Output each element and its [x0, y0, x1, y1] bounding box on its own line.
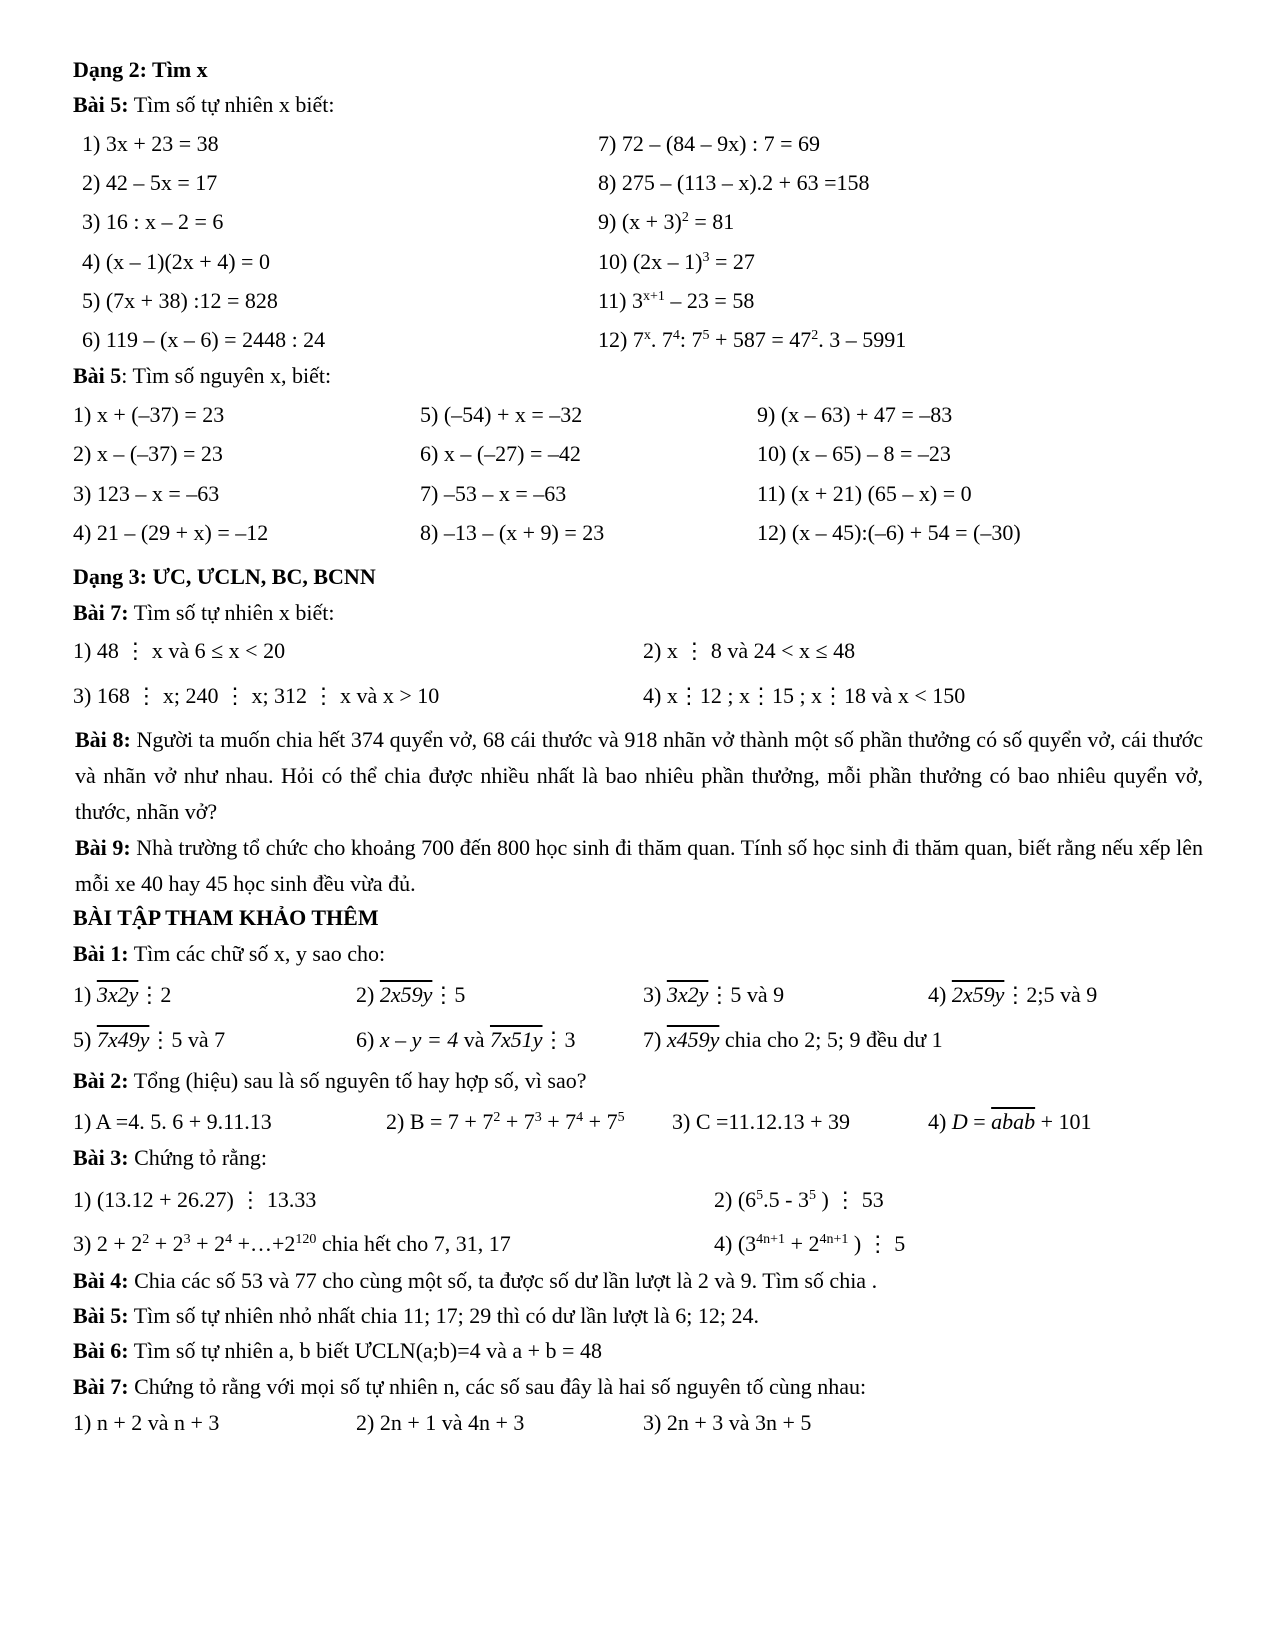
expr-part: ⋮3	[542, 1027, 576, 1052]
expr-part: ⋮5	[432, 982, 466, 1007]
expr-part: 4) (3	[714, 1231, 757, 1256]
exercise-item: 4) 21 – (29 + x) = –12	[73, 519, 269, 545]
expr-part: + 587 = 47	[709, 327, 812, 353]
exercise-item	[386, 1107, 625, 1137]
expr-part: + 101	[1035, 1109, 1092, 1134]
exercise-line	[73, 1301, 759, 1331]
expr-part: =	[967, 1109, 992, 1134]
exercise-heading	[73, 1143, 267, 1173]
expr-part: ⋮5 và 9	[708, 982, 785, 1007]
exercise-item	[714, 1229, 905, 1259]
exercise-item	[598, 320, 906, 359]
expr-part: 9) (x + 3)	[598, 209, 682, 235]
exponent: 3	[534, 1110, 542, 1125]
exercise-heading	[73, 598, 334, 628]
exercise-label: Bài 5:	[73, 1303, 129, 1328]
exercise-item	[73, 980, 171, 1010]
exercise-text: Tìm số tự nhiên x biết:	[128, 92, 335, 117]
exercise-item: 3) C =11.12.13 + 39	[672, 1109, 850, 1134]
expr-part: chia cho 2; 5; 9 đều dư 1	[719, 1027, 943, 1052]
expr-part: . 3 – 5991	[818, 327, 907, 353]
exercise-items-col1	[73, 395, 268, 552]
expr-part: +…+2	[232, 1231, 296, 1256]
exercise-label: Bài 7:	[73, 600, 129, 625]
section-title: Dạng 3: ƯC, ƯCLN, BC, BCNN	[73, 564, 376, 589]
exercise-item	[598, 242, 906, 281]
section-title: Dạng 2: Tìm x	[73, 57, 208, 82]
exercise-heading	[73, 361, 331, 391]
expr-part: + 7	[583, 1109, 618, 1134]
exercise-heading	[73, 939, 385, 969]
exercise-line	[73, 1266, 877, 1296]
expr-part: ⋮2	[138, 982, 172, 1007]
item-number: 1)	[73, 982, 97, 1007]
expr-part: + 2	[785, 1231, 820, 1256]
exercise-label: Bài 2:	[73, 1068, 129, 1093]
expr-part: . 7	[650, 327, 673, 353]
exercise-item: 5) (–54) + x = –32	[420, 402, 583, 427]
exercise-label: Bài 3:	[73, 1145, 129, 1170]
exercise-label: Bài 1:	[73, 941, 129, 966]
item-number: 3)	[643, 982, 667, 1007]
exercise-item: 3) 2n + 3 và 3n + 5	[643, 1410, 812, 1435]
expr-part: D	[951, 1109, 968, 1134]
exercise-item: 10) (x – 65) – 8 = –23	[757, 441, 951, 467]
exercise-item: 4) (x – 1)(2x + 4) = 0	[82, 248, 270, 274]
exercise-item: 1) n + 2 và n + 3	[73, 1410, 220, 1435]
exponent: 3	[702, 249, 710, 265]
exercise-item	[714, 1185, 884, 1215]
exercise-item	[73, 1229, 511, 1259]
exercise-item: 8) 275 – (113 – x).2 + 63 =158	[598, 170, 870, 196]
exercise-label: Bài 8:	[75, 727, 131, 752]
exercise-text: Nhà trường tổ chức cho khoảng 700 đến 800 học sinh đi thăm quan. Tính số học sinh đi thăm quan, biết rằng nếu xếp lên mỗi xe 40 hay 45 học sinh đều vừa đủ.	[75, 835, 1203, 896]
exponent: 5	[702, 328, 710, 344]
expr-part: x – y = 4	[379, 1027, 459, 1052]
exercise-item: 12) (x – 45):(–6) + 54 = (–30)	[757, 519, 1021, 545]
expr-part: 4)	[928, 1109, 952, 1134]
expr-part: – 23 = 58	[664, 287, 755, 313]
section-title: BÀI TẬP THAM KHẢO THÊM	[73, 905, 379, 930]
expr-part: + 2	[190, 1231, 226, 1256]
exercise-label: Bài 5	[73, 363, 122, 388]
expr-part: = 27	[709, 248, 755, 274]
exercise-line	[73, 1336, 602, 1366]
exponent: 5	[808, 1188, 816, 1203]
expr-part: .5 - 3	[763, 1187, 809, 1212]
expr-part: chia hết cho 7, 31, 17	[316, 1231, 511, 1256]
exercise-text: Tìm số tự nhiên nhỏ nhất chia 11; 17; 29 thì có dư lần lượt là 6; 12; 24.	[128, 1303, 759, 1328]
expr-part: + 2	[149, 1231, 184, 1256]
expr-part: + 7	[500, 1109, 535, 1134]
exercise-label: Bài 5:	[73, 92, 129, 117]
overlined-number: 7x49y	[96, 1027, 150, 1052]
item-number: 5)	[73, 1027, 97, 1052]
exponent: 4	[225, 1232, 233, 1247]
expr-part: 2) (6	[714, 1187, 757, 1212]
exponent: 4n+1	[756, 1232, 786, 1247]
exercise-text: Tìm các chữ số x, y sao cho:	[128, 941, 386, 966]
exponent: 5	[617, 1110, 625, 1125]
exercise-text: : Tìm số nguyên x, biết:	[121, 363, 332, 388]
exercise-text: Chia các số 53 và 77 cho cùng một số, ta được số dư lần lượt là 2 và 9. Tìm số chia .	[128, 1268, 878, 1293]
expr-part: ) ⋮ 53	[815, 1187, 884, 1212]
exercise-item: 3) 168 ⋮ x; 240 ⋮ x; 312 ⋮ x và x > 10	[73, 683, 440, 708]
expr-part: ) ⋮ 5	[848, 1231, 906, 1256]
exponent: 4n+1	[819, 1232, 849, 1247]
exercise-item: 4) x⋮12 ; x⋮15 ; x⋮18 và x < 150	[643, 683, 966, 708]
exponent: 2	[811, 328, 819, 344]
expr-part: ⋮5 và 7	[149, 1027, 226, 1052]
exercise-text: Tổng (hiệu) sau là số nguyên tố hay hợp số, vì sao?	[128, 1068, 587, 1093]
exponent: 3	[183, 1232, 191, 1247]
overlined-number: 2x59y	[951, 982, 1005, 1007]
exercise-items-left	[82, 124, 325, 359]
exercise-paragraph	[75, 830, 1203, 902]
exponent: x+1	[643, 288, 665, 304]
exercise-item: 1) x + (–37) = 23	[73, 402, 225, 427]
expr-part: 3) 2 + 2	[73, 1231, 143, 1256]
overlined-number: 3x2y	[96, 982, 139, 1007]
exercise-item: 1) (13.12 + 26.27) ⋮ 13.33	[73, 1187, 317, 1212]
overlined-number: x459y	[666, 1027, 720, 1052]
exercise-heading	[73, 1066, 587, 1096]
expr-part: 2) B = 7 + 7	[386, 1109, 494, 1134]
exponent: 4	[672, 328, 680, 344]
expr-part: 10) (2x – 1)	[598, 248, 703, 274]
item-number: 4)	[928, 982, 952, 1007]
exercise-item: 2) x ⋮ 8 và 24 < x ≤ 48	[643, 638, 856, 663]
exercise-item	[643, 1025, 943, 1055]
exercise-item: 6) x – (–27) = –42	[420, 441, 581, 467]
exponent: x	[643, 328, 651, 344]
exercise-item	[928, 1107, 1092, 1137]
expr-part: + 7	[541, 1109, 577, 1134]
exercise-item	[643, 980, 784, 1010]
exponent: 2	[681, 210, 689, 226]
exercise-item: 5) (7x + 38) :12 = 828	[82, 287, 278, 313]
exercise-item: 2) 42 – 5x = 17	[82, 170, 218, 196]
exponent: 2	[493, 1110, 501, 1125]
exponent: 120	[295, 1232, 317, 1247]
exercise-text: Chứng tỏ rằng với mọi số tự nhiên n, các số sau đây là hai số nguyên tố cùng nhau:	[128, 1374, 867, 1399]
exercise-item	[598, 202, 906, 241]
exercise-item	[356, 1025, 576, 1055]
exercise-label: Bài 9:	[75, 835, 131, 860]
exercise-text: Người ta muốn chia hết 374 quyển vở, 68 cái thước và 918 nhãn vở thành một số phần thưởng có số quyển vở, cái thước và nhãn vở như nhau. Hỏi có thể chia được nhiều nhất là bao nhiêu phần thưởng, mỗi phần thưởng có bao nhiêu quyển vở, thước, nhãn vở?	[75, 727, 1203, 824]
exercise-label: Bài 7:	[73, 1374, 129, 1399]
exercise-label: Bài 4:	[73, 1268, 129, 1293]
exercise-paragraph	[75, 722, 1203, 830]
exercise-items-right	[598, 124, 906, 359]
item-number: 7)	[643, 1027, 667, 1052]
exercise-item: 9) (x – 63) + 47 = –83	[757, 402, 953, 427]
exercise-item: 8) –13 – (x + 9) = 23	[420, 519, 605, 545]
exercise-items-col2	[420, 395, 604, 552]
expr-part: = 81	[688, 209, 735, 235]
exponent: 2	[142, 1232, 150, 1247]
expr-part: : 7	[679, 327, 703, 353]
exercise-text: Tìm số tự nhiên a, b biết ƯCLN(a;b)=4 và a + b = 48	[128, 1338, 602, 1363]
exercise-item	[928, 980, 1097, 1010]
expr-part: 12) 7	[598, 327, 644, 353]
overlined-number: 2x59y	[379, 982, 433, 1007]
exercise-label: Bài 6:	[73, 1338, 129, 1363]
expr-part: 11) 3	[598, 287, 644, 313]
overlined-number: abab	[991, 1109, 1036, 1134]
exercise-text: Chứng tỏ rằng:	[128, 1145, 268, 1170]
exercise-item: 1) A =4. 5. 6 + 9.11.13	[73, 1109, 272, 1134]
exercise-line	[73, 1372, 866, 1402]
exponent: 4	[576, 1110, 584, 1125]
exponent: 5	[756, 1188, 764, 1203]
exercise-item: 2) x – (–37) = 23	[73, 441, 223, 467]
exercise-item: 2) 2n + 1 và 4n + 3	[356, 1410, 525, 1435]
overlined-number: 3x2y	[666, 982, 709, 1007]
exercise-heading	[73, 90, 334, 120]
exercise-item: 3) 16 : x – 2 = 6	[82, 209, 224, 235]
exercise-text: Tìm số tự nhiên x biết:	[128, 600, 335, 625]
item-number: 6)	[356, 1027, 380, 1052]
expr-part: ⋮2;5 và 9	[1004, 982, 1098, 1007]
exercise-item: 3) 123 – x = –63	[73, 480, 220, 506]
exercise-item: 11) (x + 21) (65 – x) = 0	[757, 480, 972, 506]
overlined-number: 7x51y	[489, 1027, 543, 1052]
exercise-item: 7) 72 – (84 – 9x) : 7 = 69	[598, 131, 820, 156]
exercise-item: 7) –53 – x = –63	[420, 480, 567, 506]
exercise-item	[73, 1025, 225, 1055]
exercise-items-col3	[757, 395, 1021, 552]
exercise-item: 1) 3x + 23 = 38	[82, 131, 219, 156]
exercise-item: 6) 119 – (x – 6) = 2448 : 24	[82, 327, 326, 353]
exercise-item	[598, 281, 906, 320]
exercise-item: 1) 48 ⋮ x và 6 ≤ x < 20	[73, 638, 286, 663]
exercise-item	[356, 980, 465, 1010]
item-number: 2)	[356, 982, 380, 1007]
expr-part: và	[458, 1027, 490, 1052]
